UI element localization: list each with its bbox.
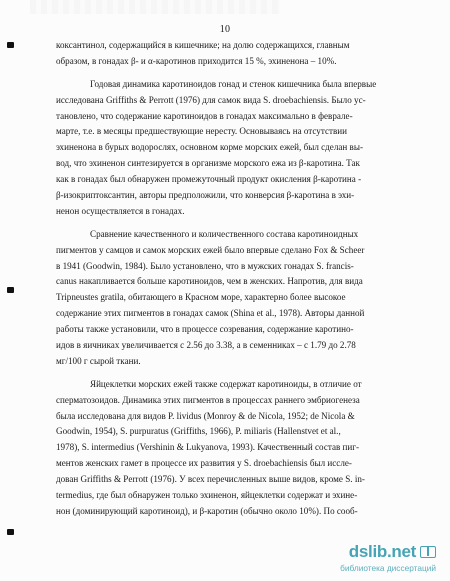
body-text <box>56 38 386 520</box>
text-line: Tripneustes gratila, обитающего в Красном море, характерно более высокое <box>56 292 346 303</box>
text-line: Сравнение качественного и количественного состава каротиноидных <box>90 228 359 239</box>
text-line: работы также установили, что в процессе созревания, содержание каротино- <box>56 324 354 335</box>
text-line: идов в яичниках увеличивается с 2.56 до 3.38, а в семенниках – с 1.79 до 2.78 <box>56 340 356 351</box>
text-line: дован Griffiths & Perrott (1976). У всех перечисленных выше видов, кроме S. in- <box>56 474 365 485</box>
text-line: β-изокриптоксантин, авторы предположили, что конверсия β-каротина в эхи- <box>56 190 355 201</box>
book-icon <box>420 546 436 558</box>
scan-artifact <box>30 0 280 14</box>
watermark-logo: dslib.net <box>348 542 416 561</box>
text-line: коксантинол, содержащийся в кишечнике; на долю содержащихся, главным <box>56 40 350 50</box>
text-line: нон (доминирующий каротиноид), и β-каротин (обычно около 10%). По сооб- <box>56 505 358 516</box>
text-line: termedius, где был обнаружен только эхиненон, яйцеклетки содержат и эхине- <box>56 490 358 501</box>
watermark <box>306 542 436 573</box>
text-line: в 1941 (Goodwin, 1984). Было установлено, что в мужских гонадах S. francis- <box>56 260 354 271</box>
watermark-subtitle: библиотека диссертаций <box>340 563 436 573</box>
text-line: вод, что эхиненон синтезируется в организме морского ежа из β-каротина. Так <box>56 158 360 169</box>
text-line: мг/100 г сырой ткани. <box>56 355 141 366</box>
text-line: как в гонадах был обнаружен промежуточный продукт окисления β-каротина - <box>56 174 362 185</box>
text-line: марте, т.е. в месяцы предшествующие нересту. Основываясь на отсутствии <box>56 126 347 137</box>
text-line: исследована Griffiths & Perrott (1976) для самок вида S. droebachiensis. Было ус- <box>56 94 366 105</box>
page-number: 10 <box>219 24 231 35</box>
text-line: ненон осуществляется в гонадах. <box>56 205 185 216</box>
text-line: была исследована для видов P. lividus (Monroy & de Nicola, 1952; de Nicola & <box>56 410 355 421</box>
text-line: эхиненона в бурых водорослях, основном корме морских ежей, был сделан вы- <box>56 142 363 153</box>
text-line: ментов женских гамет в процессе их развития у S. droebachiensis был иссле- <box>56 458 352 469</box>
text-line: Яйцеклетки морских ежей также содержат каротиноиды, в отличие от <box>90 378 362 389</box>
text-line: тановлено, что содержание каротиноидов в гонадах максимально в феврале- <box>56 110 353 121</box>
text-line: пигментов у самцов и самок морских ежей было впервые сделано Fox & Scheer <box>56 244 365 255</box>
text-line: canus накапливается больше каротиноидов, чем в женских. Напротив, для вида <box>56 276 363 287</box>
text-line: Goodwin, 1954), S. purpuratus (Griffiths, 1966), P. miliaris (Hallenstvet et al., <box>56 426 341 437</box>
text-line: образом, в гонадах β- и α-каротинов приходится 15 %, эхиненона – 10%. <box>56 55 337 66</box>
binder-hole-mark <box>7 529 14 535</box>
text-line: сперматозоидов. Динамика этих пигментов в процессах раннего эмбриогенеза <box>56 394 360 405</box>
binder-hole-mark <box>7 287 14 293</box>
text-line: 1978), S. intermedius (Vershinin & Lukyanova, 1993). Качественный состав пиг- <box>56 442 360 453</box>
binder-hole-mark <box>7 42 14 48</box>
text-line: Годовая динамика каротиноидов гонад и стенок кишечника была впервые <box>90 78 377 89</box>
text-line: содержание этих пигментов в гонадах самок (Shina et al., 1978). Авторы данной <box>56 308 365 319</box>
